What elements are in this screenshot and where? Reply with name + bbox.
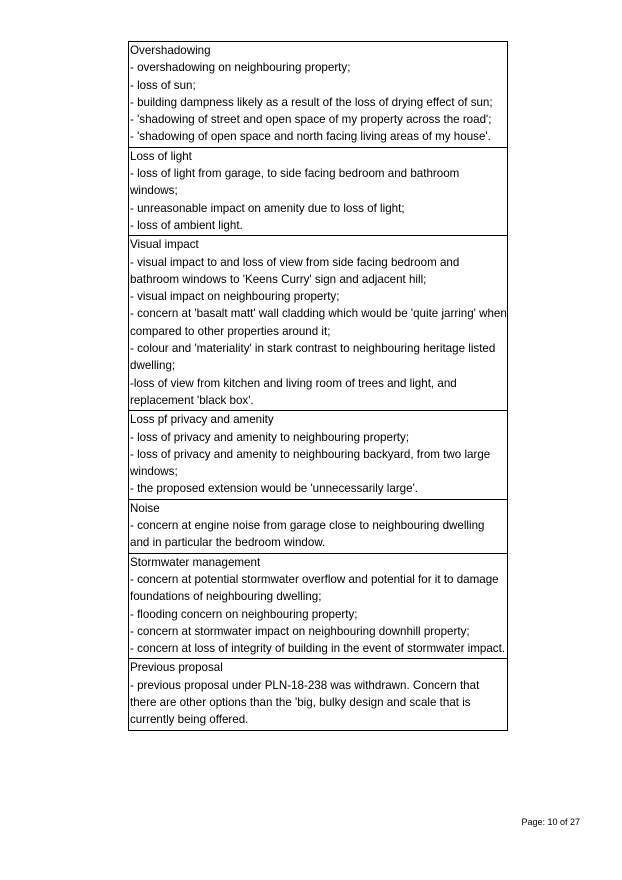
section-cell-privacy-amenity [129,411,508,499]
list-item: - loss of privacy and amenity to neighbouring property; [130,430,410,444]
list-item: - the proposed extension would be 'unnecessarily large'. [130,482,419,496]
section-cell-loss-of-light [129,147,508,235]
section-heading: Loss of light [130,149,192,163]
list-item: - overshadowing on neighbouring property; [130,61,351,75]
list-item: - loss of light from garage, to side facing bedroom and bathroom windows; [130,167,460,198]
table-row [129,553,508,659]
table-row [129,499,508,553]
table-row [129,411,508,499]
list-item: - 'shadowing of street and open space of my property across the road'; [130,113,492,127]
list-item: - previous proposal under PLN-18-238 was withdrawn. Concern that there are other options than the 'big, bulky design and scale that is currently being offered. [130,678,480,727]
section-heading: Stormwater management [130,555,261,569]
list-item: - concern at 'basalt matt' wall cladding which would be 'quite jarring' when compared to other properties around it; [130,307,507,338]
list-item: - loss of privacy and amenity to neighbouring backyard, from two large windows; [130,447,491,479]
section-cell-previous-proposal [129,659,508,730]
list-item: - colour and 'materiality' in stark contrast to neighbouring heritage listed dwelling; [130,342,496,373]
list-item: - loss of ambient light. [130,218,243,232]
section-heading: Visual impact [130,238,199,252]
list-item: - flooding concern on neighbouring property; [130,607,358,621]
table-row [129,659,508,730]
table-row [129,42,508,148]
section-heading: Noise [130,501,160,515]
list-item: - visual impact on neighbouring property; [130,290,340,304]
section-heading: Loss pf privacy and amenity [130,413,274,427]
section-heading: Previous proposal [130,661,223,675]
section-heading: Overshadowing [130,44,211,57]
page-number: Page: 10 of 27 [521,817,580,827]
list-item: -loss of view from kitchen and living room of trees and light, and replacement 'black box'. [130,376,457,407]
section-cell-overshadowing [129,42,508,148]
list-item: - loss of sun; [130,78,196,92]
list-item: - concern at engine noise from garage close to neighbouring dwelling and in particular the bedroom window. [130,519,485,550]
table-row [129,236,508,411]
list-item: - visual impact to and loss of view from side facing bedroom and bathroom windows to 'Keens Curry' sign and adjacent hill; [130,255,460,286]
list-item: - concern at stormwater impact on neighbouring downhill property; [130,624,470,638]
list-item: - 'shadowing of open space and north facing living areas of my house'. [130,130,491,144]
list-item: - unreasonable impact on amenity due to loss of light; [130,201,405,215]
table-row [129,147,508,235]
list-item: - building dampness likely as a result of the loss of drying effect of sun; [130,95,493,109]
objections-table [128,41,508,731]
section-cell-visual-impact [129,236,508,411]
section-cell-stormwater [129,553,508,659]
list-item: - concern at potential stormwater overflow and potential for it to damage foundations of neighbouring dwelling; [130,572,499,604]
list-item: - concern at loss of integrity of building in the event of stormwater impact. [130,642,506,656]
section-cell-noise [129,499,508,553]
